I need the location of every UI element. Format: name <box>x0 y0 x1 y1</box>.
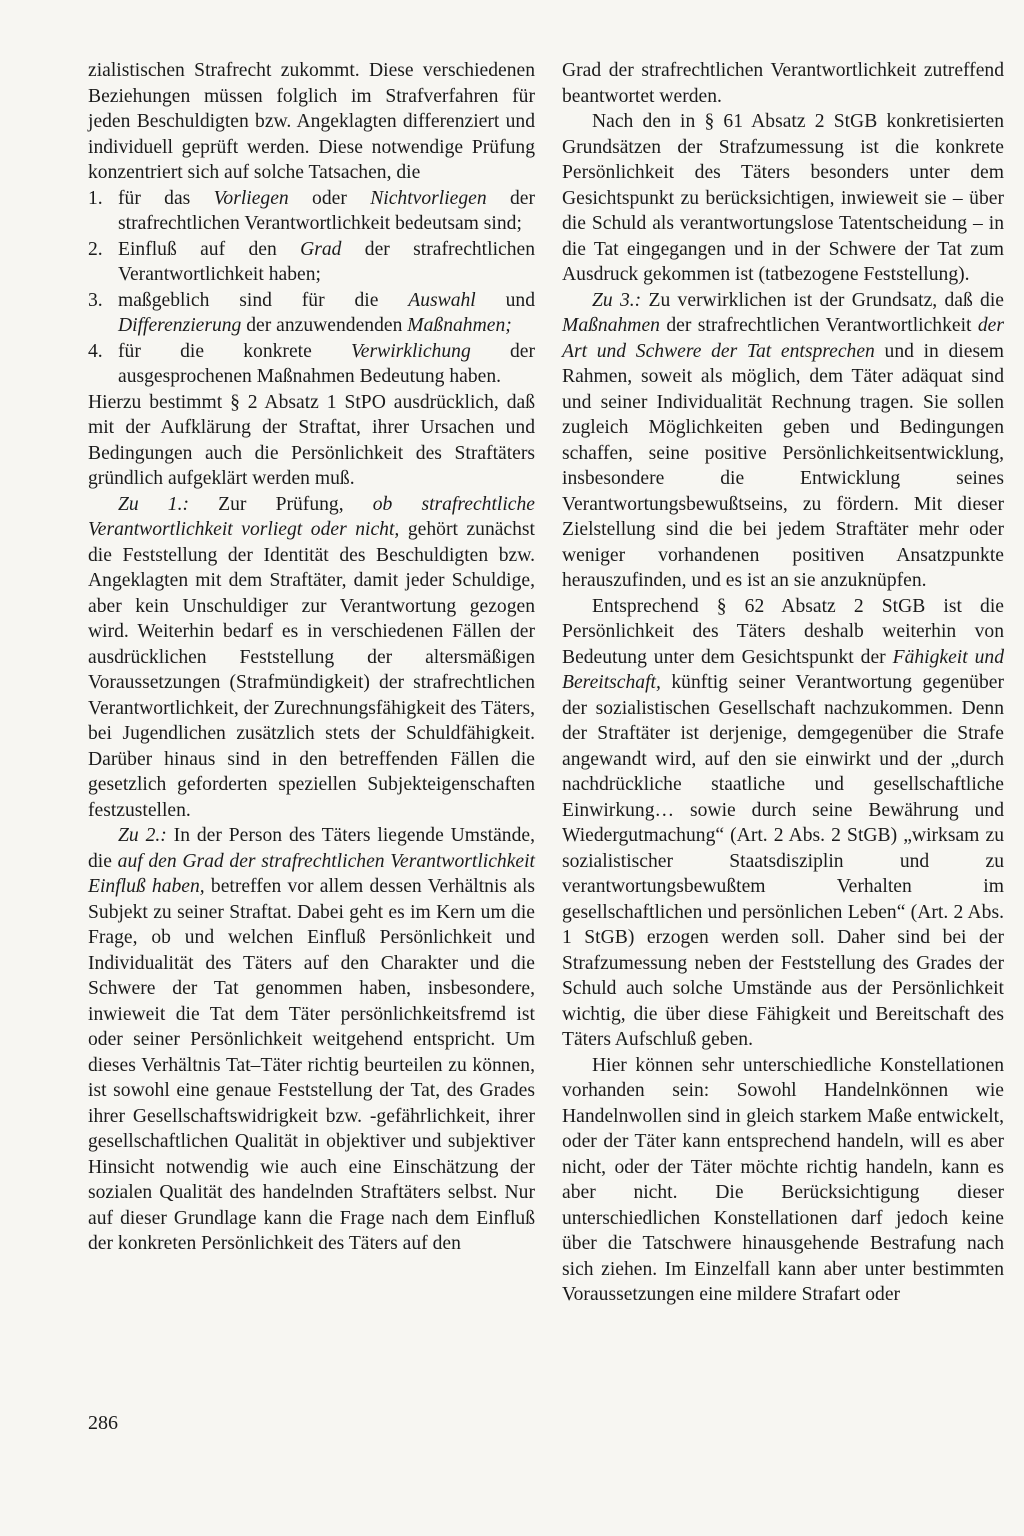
intro-paragraph: zialistischen Strafrecht zukommt. Diese verschiedenen Beziehungen müssen folglich im Strafverfahren für jeden Beschuldigten bzw. Angeklagten differenziert und individuell geprüft werden. Diese notwendige Prüfung konzentriert sich auf solche Tatsachen, die <box>88 60 535 183</box>
list-item: 1. für das Vorliegen oder Nichtvorliegen der strafrechtlichen Verantwortlichkeit bedeutsam sind; <box>88 187 535 234</box>
fähigkeit-paragraph: Entsprechend § 62 Absatz 2 StGB ist die Persönlichkeit des Täters deshalb weiterhin von Bedeutung unter dem Gesichtspunkt der Fähigkeit und Bereitschaft, künftig seiner Verantwortung gegenüber der sozialistischen Gesellschaft nachzukommen. Denn der Straftäter ist derjenige, demgegenüber die Strafe angewandt wird, auf den sie einwirkt und der „durch nachdrückliche staatliche und gesellschaftliche Einwirkung… sowie durch seine Bewährung und Wiedergutmachung“ (Art. 2 Abs. 2 StGB) „wirksam zu sozialistischer Staatsdisziplin und zu verantwortungsbewußtem Verhalten im gesellschaftlichen und persönlichen Leben“ (Art. 2 Abs. 1 StGB) erzogen werden soll. Daher sind bei der Strafzumessung neben der Feststellung des Grades der Schuld auch solche Umstände aus der Persönlichkeit wichtig, die über diese Fähigkeit und Bereitschaft des Täters Aufschluß geben. <box>562 595 1005 1050</box>
list-item-number: 2. <box>88 238 103 260</box>
criteria-list <box>88 186 535 390</box>
list-item: 3. maßgeblich sind für die Auswahl und Differenzierung der anzuwendenden Maßnahmen; <box>88 289 535 336</box>
strafzumessung-paragraph: Nach den in § 61 Absatz 2 StGB konkretisierten Grundsätzen der Strafzumessung ist die konkrete Persönlichkeit des Täters besonders unter dem Gesichtspunkt zu berücksichtigen, inwieweit sie – über die Schuld als verantwortungslose Tatentscheidung – in die Tat eingegangen und in der Schwere der Tat zum Ausdruck gekommen ist (tatbezogene Feststellung). <box>562 111 1004 285</box>
zu3-paragraph: Zu 3.: Zu verwirklichen ist der Grundsatz, daß die Maßnahmen der strafrechtlichen Verantwortlichkeit der Art und Schwere der Tat entsprechen und in diesem Rahmen, soweit als möglich, dem Täter adäquat sind und seiner Individualität Rechnung tragen. Sie sollen zugleich Möglichkeiten geben und Bedingungen schaffen, seine positive Persönlichkeitsentwicklung, insbesondere die Entwicklung seines Verantwortungsbewußtseins, zu fördern. Mit dieser Zielstellung sind die bei jedem Straftäter mehr oder weniger vorhandenen positiven Ansatzpunkte herauszufinden, und es ist an sie anzuknüpfen. <box>562 289 1005 591</box>
zu1-paragraph: Zu 1.: Zur Prüfung, ob strafrechtliche Verantwortlichkeit vorliegt oder nicht, gehört zunächst die Feststellung der Identität des Beschuldigten bzw. Angeklagten mit dem Straftäter, damit jeder Schuldige, aber kein Unschuldiger zur Verantwortung gezogen wird. Weiterhin bedarf es in verschiedenen Fällen der ausdrücklichen Feststellung der altersmäßigen Voraussetzungen (Strafmündigkeit) der strafrechtlichen Verantwortlichkeit, der Zurechnungsfähigkeit des Täters, bei Jugendlichen zusätzlich stets der Schuldfähigkeit. Darüber hinaus sind in den betreffenden Fällen die gesetzlich geforderten speziellen Subjekteigenschaften festzustellen. <box>88 493 535 821</box>
list-item: 2. Einfluß auf den Grad der strafrechtlichen Verantwortlichkeit haben; <box>88 238 536 285</box>
list-item-number: 3. <box>88 289 103 311</box>
after-list-paragraph: Hierzu bestimmt § 2 Absatz 1 StPO ausdrücklich, daß mit der Aufklärung der Straftat, ihrer Ursachen und Bedingungen auch die Persönlichkeit des Straftäters gründlich aufgeklärt werden muß. <box>88 391 535 489</box>
page-number: 286 <box>88 1412 118 1434</box>
list-item: 4. für die konkrete Verwirklichung der ausgesprochenen Maßnahmen Bedeutung haben. <box>88 340 535 387</box>
list-item-number: 1. <box>88 187 103 209</box>
list-item-number: 4. <box>88 340 103 362</box>
right-column <box>562 58 1004 1308</box>
left-column <box>88 58 535 1257</box>
konstellationen-paragraph: Hier können sehr unterschiedliche Konstellationen vorhanden sein: Sowohl Handelnkönnen wie Handelnwollen sind in gleich starkem Maße entwickelt, oder der Täter kann entsprechend handeln, will es aber nicht, oder der Täter möchte richtig handeln, kann es aber nicht. Die Berücksichtigung dieser unterschiedlichen Konstellationen darf jedoch keine über die Tatschwere hinausgehende Bestrafung nach sich ziehen. Im Einzelfall kann aber unter bestimmten Voraussetzungen eine mildere Strafart oder <box>562 1054 1004 1305</box>
continuation-paragraph: Grad der strafrechtlichen Verantwortlichkeit zutreffend beantwortet werden. <box>562 60 1004 107</box>
zu2-paragraph: Zu 2.: In der Person des Täters liegende Umstände, die auf den Grad der strafrechtlichen Verantwortlichkeit Einfluß haben, betreffen vor allem dessen Verhältnis als Subjekt zu seiner Straftat. Dabei geht es im Kern um die Frage, ob und welchen Einfluß Persönlichkeit und Individualität des Täters auf den Charakter und die Schwere der Tat genommen haben, insbesondere, inwieweit die Tat dem Täter persönlichkeitsfremd ist oder seiner Persönlichkeit weitgehend entspricht. Um dieses Verhältnis Tat–Täter richtig beurteilen zu können, ist sowohl eine genaue Feststellung der Tat, des Grades ihrer Gesellschaftswidrigkeit bzw. -gefährlichkeit, ihrer gesellschaftlichen Qualität in objektiver und subjektiver Hinsicht notwendig wie auch eine Einschätzung der sozialen Qualität des handelnden Straftäters selbst. Nur auf dieser Grundlage kann die Frage nach dem Einfluß der konkreten Persönlichkeit des Täters auf den <box>88 825 535 1254</box>
